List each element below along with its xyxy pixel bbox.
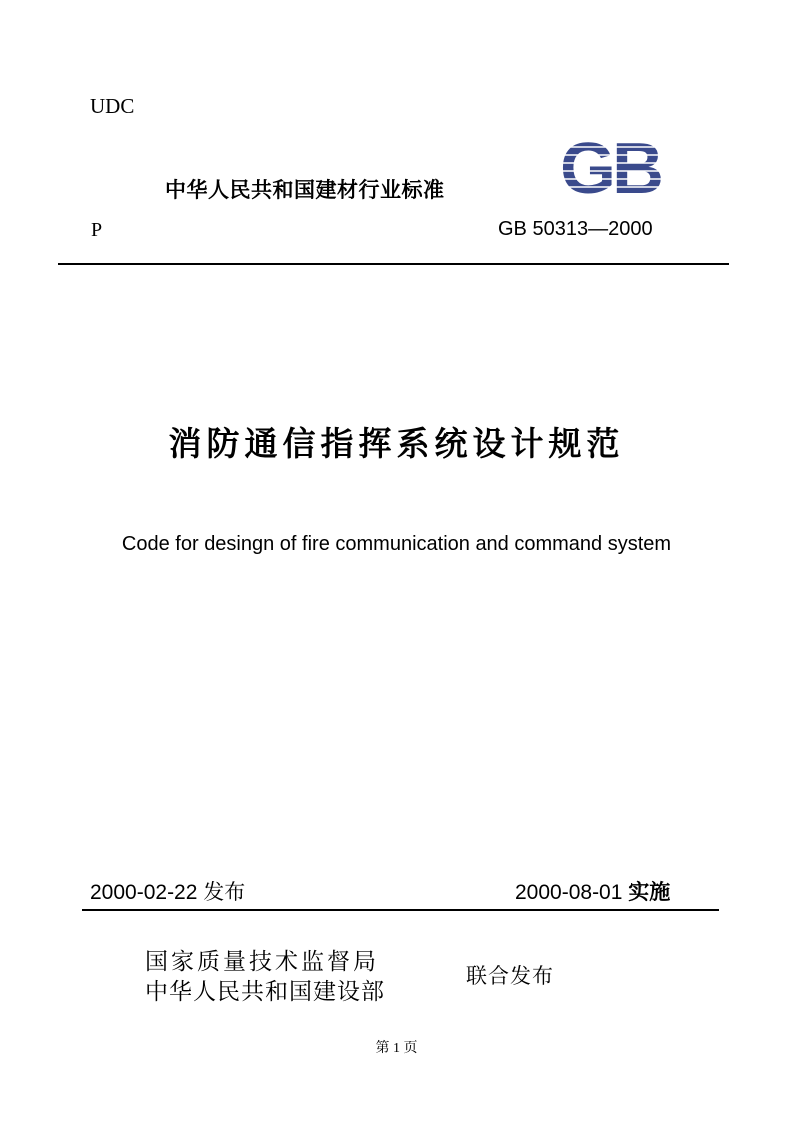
gb-logo xyxy=(546,134,674,202)
issue-date-value: 2000-02-22 xyxy=(90,881,198,904)
header-divider xyxy=(58,263,729,265)
issue-date xyxy=(90,876,245,906)
udc-label: UDC xyxy=(90,94,135,118)
issuing-org-1: 国家质量技术监督局 xyxy=(145,948,379,974)
document-title-english: Code for desingn of fire communication and command system xyxy=(121,533,672,555)
gb-logo-graphic xyxy=(546,134,674,202)
industry-standard-title: 中华人民共和国建材行业标准 xyxy=(165,179,445,202)
effective-date-value: 2000-08-01 xyxy=(515,881,623,904)
footer-divider xyxy=(82,909,719,911)
gb-logo-text: GB xyxy=(560,134,660,202)
standard-number: GB 50313—2000 xyxy=(498,218,653,240)
effective-date xyxy=(515,876,670,906)
effective-date-label: 实施 xyxy=(628,881,671,904)
document-title-chinese: 消防通信指挥系统设计规范 xyxy=(168,425,625,462)
classification-code: P xyxy=(91,219,103,241)
joint-issue-label: 联合发布 xyxy=(466,965,554,988)
issue-date-label: 发布 xyxy=(203,881,246,904)
page-number: 第 1 页 xyxy=(375,1041,418,1056)
issuing-org-2: 中华人民共和国建设部 xyxy=(145,978,385,1004)
